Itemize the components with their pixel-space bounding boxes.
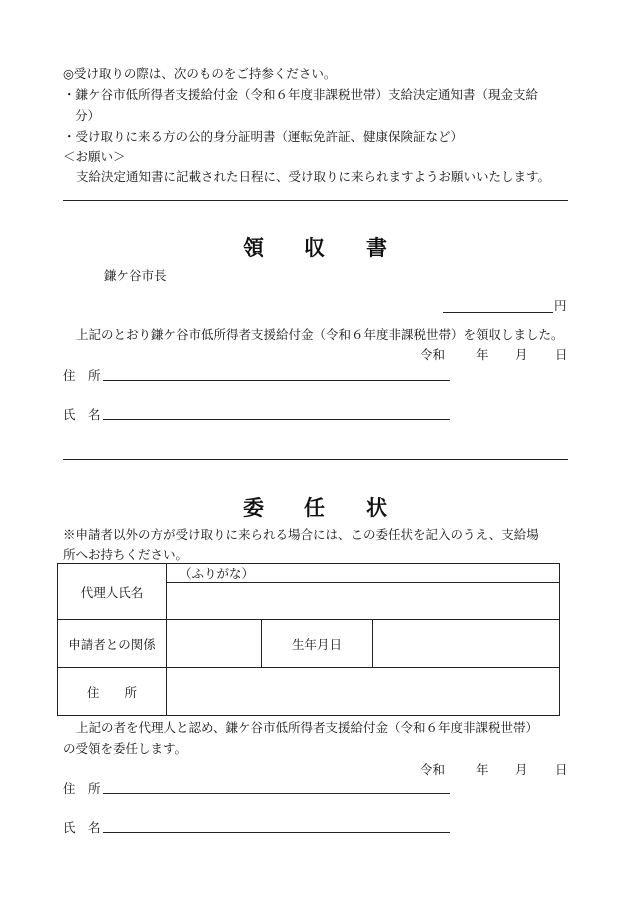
section-divider-1 xyxy=(63,200,568,201)
furigana-field[interactable] xyxy=(167,564,560,583)
receipt-date-era: 令和 xyxy=(420,347,446,362)
proxy-address-label: 住 所 xyxy=(58,668,167,716)
receipt-addressee: 鎌ケ谷市長 xyxy=(104,268,167,283)
birthdate-label: 生年月日 xyxy=(262,620,373,668)
proxy-date-year: 年 xyxy=(476,762,489,777)
receipt-title-char-3: 書 xyxy=(366,235,387,260)
notice-item-2: ・受け取りに来る方の公的身分証明書（運転免許証、健康保険証など） xyxy=(63,129,464,144)
amount-field[interactable] xyxy=(443,312,553,313)
yen-unit: 円 xyxy=(554,298,567,313)
proxy-address-field[interactable] xyxy=(167,668,560,716)
proxy-name-field[interactable] xyxy=(103,832,450,833)
receipt-title-char-1: 領 xyxy=(243,235,264,260)
proxy-title-char-3: 状 xyxy=(366,495,387,520)
request-body: 支給決定通知書に記載された日程に、受け取りに来られますようお願いいたします。 xyxy=(76,169,551,184)
proxy-address-line-label: 住 所 xyxy=(63,781,101,796)
receipt-address-label: 住 所 xyxy=(63,368,101,383)
proxy-note-line-2: 所へお持ちください。 xyxy=(63,547,189,562)
proxy-form-table xyxy=(57,563,560,716)
proxy-statement-line-1: 上記の者を代理人と認め、鎌ケ谷市低所得者支援給付金（令和６年度非課税世帯） xyxy=(76,720,539,735)
receipt-date-month: 月 xyxy=(515,347,528,362)
proxy-name-label: 氏 名 xyxy=(63,820,101,835)
receipt-date-year: 年 xyxy=(476,347,489,362)
section-divider-2 xyxy=(63,459,568,460)
notice-item-1-cont: 分） xyxy=(75,108,101,123)
proxy-title-char-1: 委 xyxy=(243,495,264,520)
proxy-date-day: 日 xyxy=(555,762,568,777)
proxy-date-month: 月 xyxy=(515,762,528,777)
agent-name-field[interactable] xyxy=(167,583,560,620)
receipt-address-field[interactable] xyxy=(103,380,450,381)
receipt-name-label: 氏 名 xyxy=(63,407,101,422)
receipt-title-char-2: 収 xyxy=(304,235,325,260)
birthdate-field[interactable] xyxy=(373,620,560,668)
proxy-address-line-field[interactable] xyxy=(103,793,450,794)
proxy-statement-line-2: の受領を委任します。 xyxy=(63,741,188,756)
proxy-date-era: 令和 xyxy=(420,762,446,777)
receipt-statement: 上記のとおり鎌ケ谷市低所得者支援給付金（令和６年度非課税世帯）を領収しました。 xyxy=(76,327,564,342)
proxy-note-line-1: ※申請者以外の方が受け取りに来られる場合には、この委任状を記入のうえ、支給場 xyxy=(63,527,539,542)
receipt-date-day: 日 xyxy=(555,347,568,362)
relation-label: 申請者との関係 xyxy=(58,620,167,668)
receipt-name-field[interactable] xyxy=(103,419,450,420)
agent-name-label: 代理人氏名 xyxy=(58,564,167,620)
request-heading: ＜お願い＞ xyxy=(63,149,126,164)
notice-item-1: ・鎌ケ谷市低所得者支援給付金（令和６年度非課税世帯）支給決定通知書（現金支給 xyxy=(63,87,539,102)
notice-heading: ◎受け取りの際は、次のものをご持参ください。 xyxy=(63,66,337,81)
furigana-label: （ふりがな） xyxy=(179,566,255,581)
proxy-title-char-2: 任 xyxy=(304,495,325,520)
relation-field[interactable] xyxy=(167,620,262,668)
